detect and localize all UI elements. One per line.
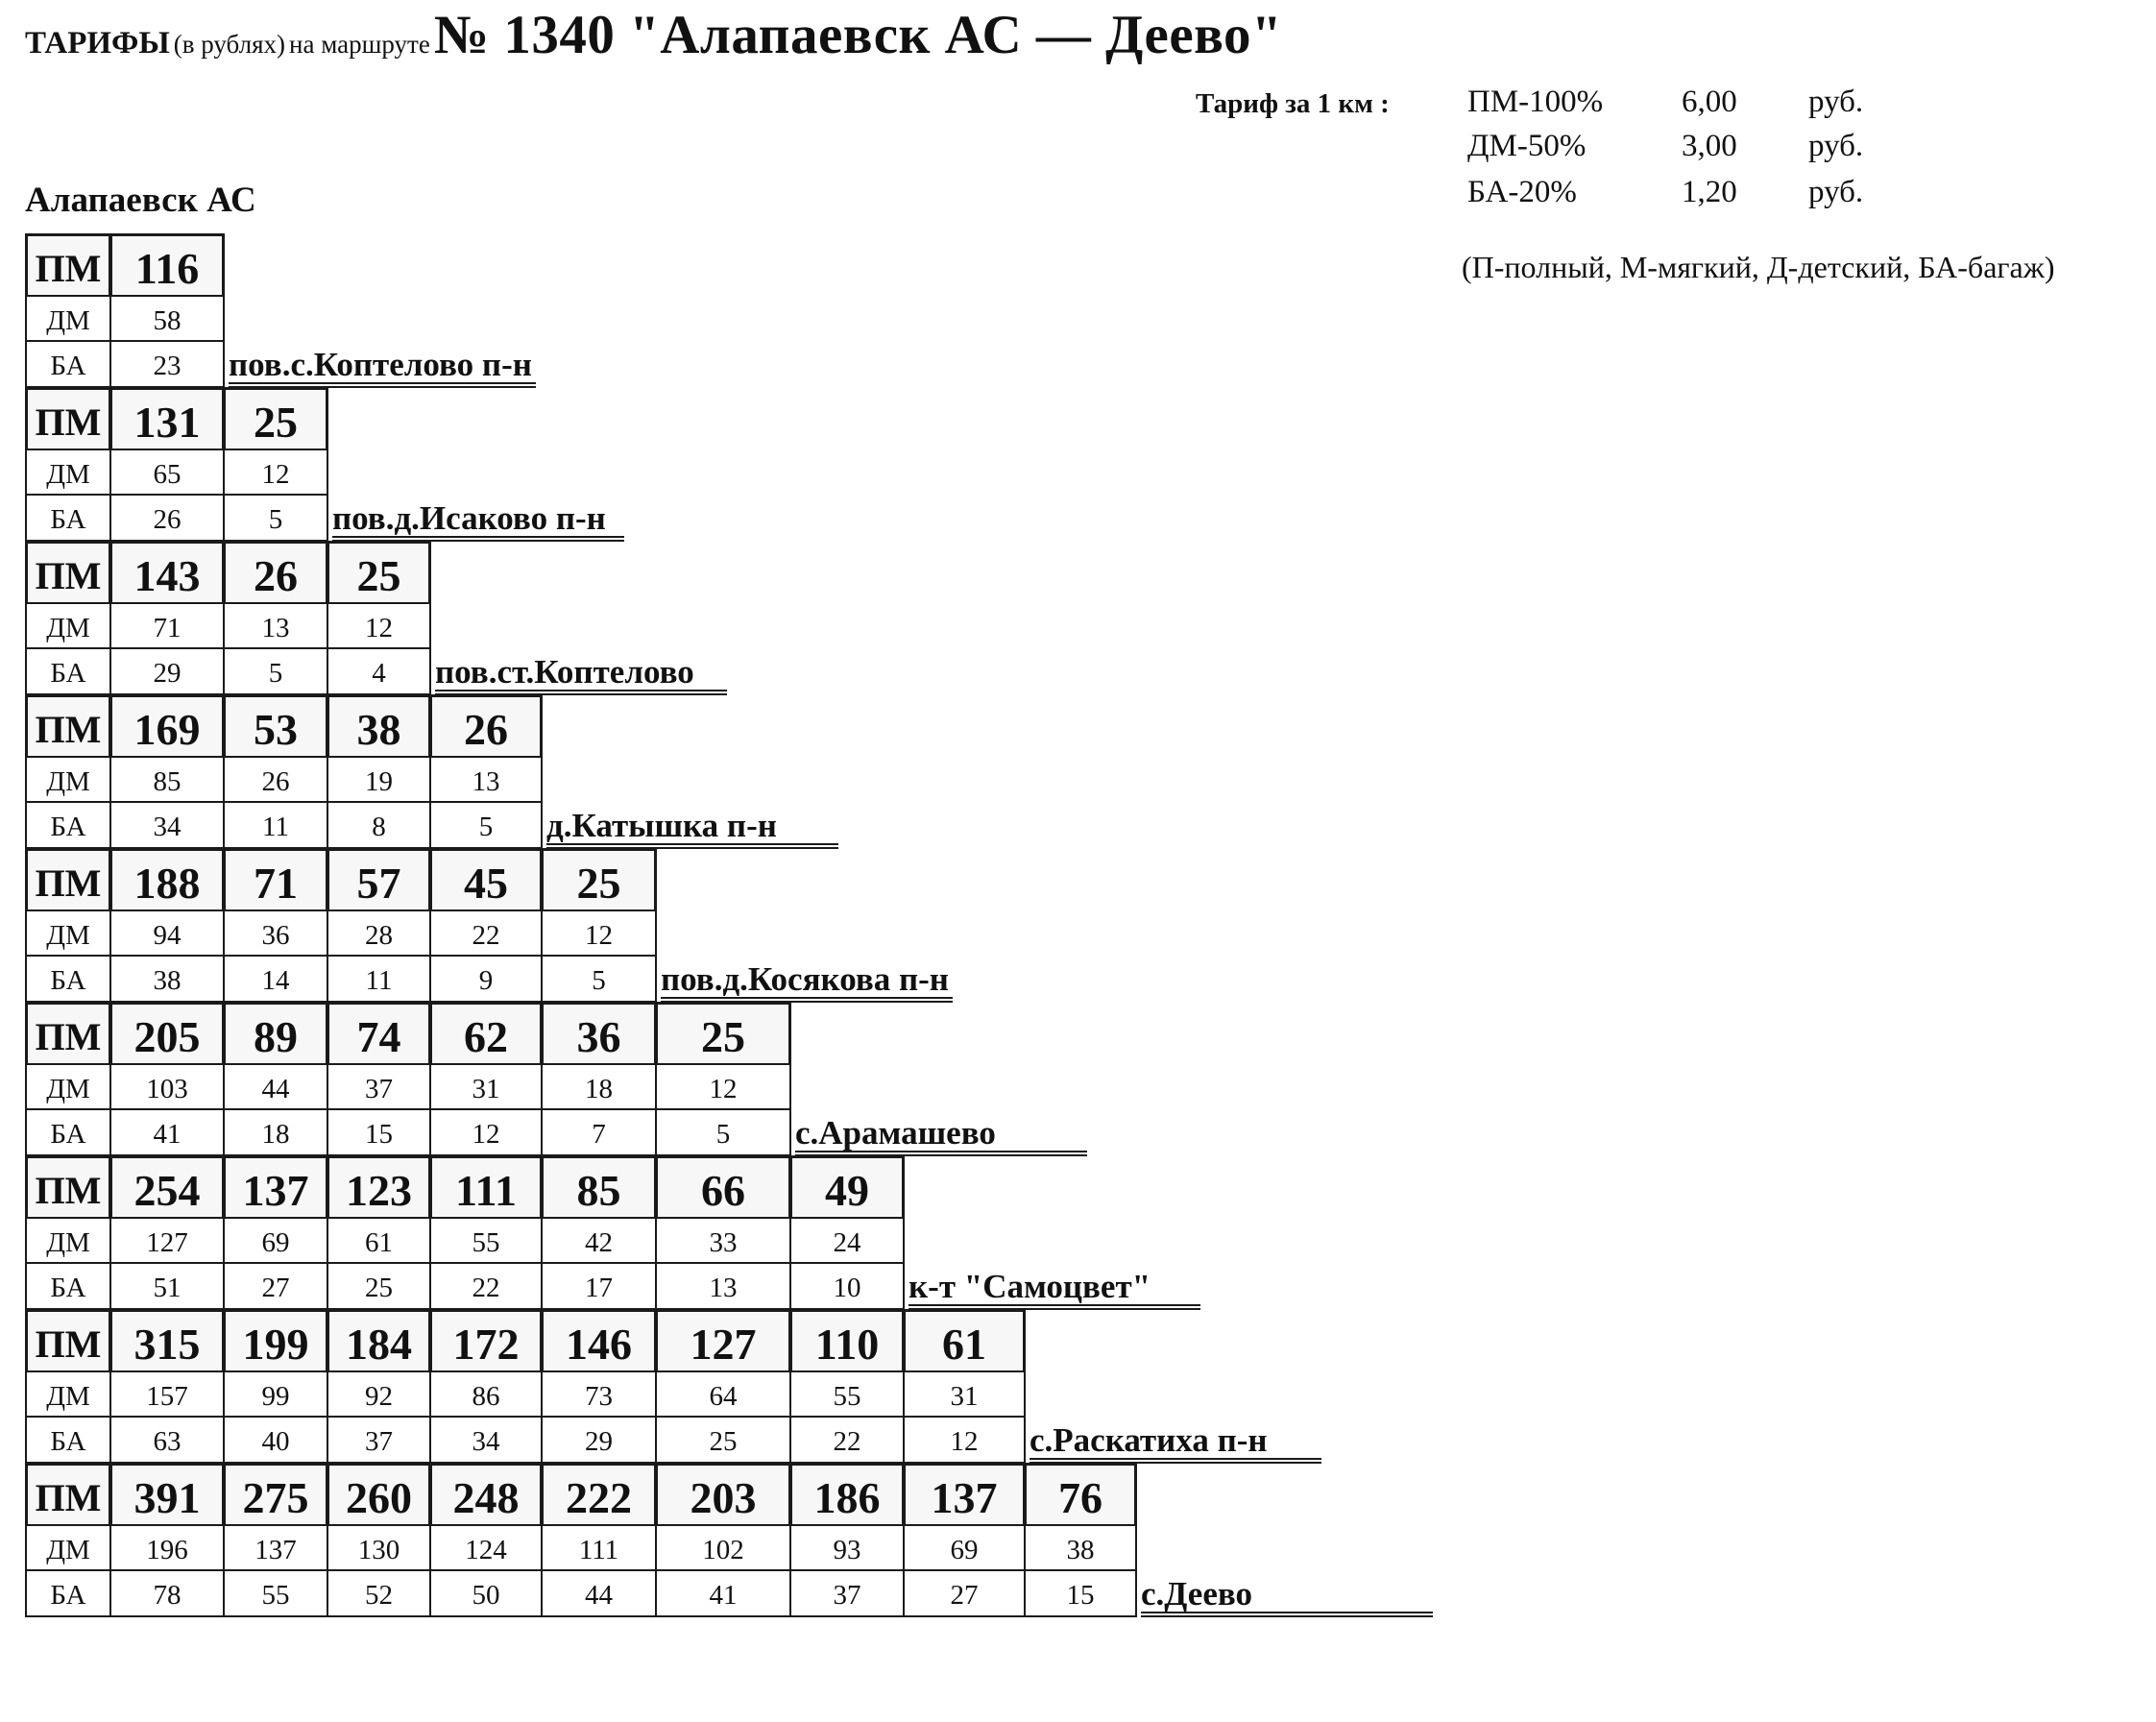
fare-cell-pm: 26 [223, 541, 328, 605]
row-label-ba: БА [25, 955, 111, 1003]
page-title [25, 4, 1282, 66]
fare-cell-ba: 51 [109, 1262, 225, 1310]
abbreviation-legend: (П-полный, М-мягкий, Д-детский, БА-багаж) [1462, 250, 2055, 284]
fare-cell-ba: 78 [109, 1569, 225, 1617]
fare-cell-pm: 391 [109, 1463, 225, 1527]
fare-cell-pm: 169 [109, 694, 225, 759]
fare-cell-ba: 34 [429, 1416, 543, 1464]
fare-cell-ba: 12 [903, 1416, 1026, 1464]
fare-cell-pm: 172 [429, 1309, 543, 1373]
fare-cell-dm: 196 [109, 1524, 225, 1572]
fare-cell-dm: 99 [223, 1370, 328, 1419]
stop-name: с.Деево [1141, 1573, 1433, 1613]
fare-cell-dm: 85 [109, 756, 225, 804]
fare-cell-dm: 103 [109, 1063, 225, 1111]
row-label-pm: ПМ [25, 1155, 111, 1220]
fare-cell-ba: 11 [223, 801, 328, 849]
fare-cell-ba: 25 [655, 1416, 791, 1464]
fare-cell-pm: 260 [327, 1463, 431, 1527]
fare-cell-ba: 25 [327, 1262, 431, 1310]
fare-cell-ba: 22 [789, 1416, 905, 1464]
fare-cell-pm: 110 [789, 1309, 905, 1373]
fare-cell-pm: 89 [223, 1002, 328, 1066]
stop-name: пов.д.Исаково п-н [332, 497, 624, 538]
fare-cell-ba: 8 [327, 801, 431, 849]
fare-cell-pm: 254 [109, 1155, 225, 1220]
row-label-dm: ДМ [25, 910, 111, 958]
fare-cell-dm: 38 [1024, 1524, 1137, 1572]
fare-cell-dm: 92 [327, 1370, 431, 1419]
fare-cell-dm: 55 [429, 1217, 543, 1265]
fare-cell-dm: 42 [541, 1217, 657, 1265]
row-label-dm: ДМ [25, 1524, 111, 1572]
fare-cell-pm: 111 [429, 1155, 543, 1220]
fare-cell-dm: 31 [903, 1370, 1026, 1419]
fare-cell-pm: 38 [327, 694, 431, 759]
fare-cell-ba: 41 [109, 1108, 225, 1156]
fare-cell-dm: 64 [655, 1370, 791, 1419]
fare-cell-ba: 5 [429, 801, 543, 849]
row-label-ba: БА [25, 1416, 111, 1464]
fare-cell-ba: 52 [327, 1569, 431, 1617]
row-label-dm: ДМ [25, 295, 111, 343]
title-mid: на маршруте [289, 30, 430, 59]
fare-cell-dm: 130 [327, 1524, 431, 1572]
row-label-ba: БА [25, 1108, 111, 1156]
row-label-dm: ДМ [25, 756, 111, 804]
fare-cell-dm: 94 [109, 910, 225, 958]
fare-cell-ba: 37 [789, 1569, 905, 1617]
fare-cell-pm: 131 [109, 387, 225, 451]
fare-cell-pm: 49 [789, 1155, 905, 1220]
fare-cell-ba: 40 [223, 1416, 328, 1464]
fare-cell-ba: 37 [327, 1416, 431, 1464]
rate-category: ПМ-100% [1467, 85, 1604, 119]
fare-cell-ba: 10 [789, 1262, 905, 1310]
row-label-ba: БА [25, 340, 111, 388]
fare-cell-ba: 41 [655, 1569, 791, 1617]
fare-cell-pm: 137 [223, 1155, 328, 1220]
title-paren: (в рублях) [173, 30, 286, 59]
fare-cell-dm: 31 [429, 1063, 543, 1111]
fare-cell-ba: 50 [429, 1569, 543, 1617]
row-label-ba: БА [25, 647, 111, 695]
fare-cell-pm: 205 [109, 1002, 225, 1066]
fare-cell-pm: 25 [223, 387, 328, 451]
row-label-pm: ПМ [25, 233, 111, 298]
fare-cell-dm: 71 [109, 602, 225, 650]
fare-cell-ba: 27 [223, 1262, 328, 1310]
fare-cell-ba: 5 [541, 955, 657, 1003]
fare-cell-pm: 184 [327, 1309, 431, 1373]
fare-cell-ba: 22 [429, 1262, 543, 1310]
fare-cell-ba: 23 [109, 340, 225, 388]
stop-name: с.Раскатиха п-н [1030, 1419, 1321, 1460]
fare-cell-dm: 37 [327, 1063, 431, 1111]
fare-cell-dm: 73 [541, 1370, 657, 1419]
rate-value: 1,20 [1682, 175, 1737, 209]
fare-cell-pm: 45 [429, 848, 543, 912]
fare-cell-dm: 127 [109, 1217, 225, 1265]
fare-cell-dm: 157 [109, 1370, 225, 1419]
stop-name: д.Катышка п-н [546, 805, 838, 845]
fare-cell-ba: 55 [223, 1569, 328, 1617]
fare-cell-ba: 7 [541, 1108, 657, 1156]
rate-unit: руб. [1808, 129, 1864, 163]
row-label-pm: ПМ [25, 694, 111, 759]
stop-name: к-т "Самоцвет" [908, 1266, 1200, 1306]
row-label-dm: ДМ [25, 1063, 111, 1111]
fare-cell-ba: 5 [223, 494, 328, 542]
row-label-dm: ДМ [25, 602, 111, 650]
fare-cell-dm: 137 [223, 1524, 328, 1572]
rate-value: 6,00 [1682, 85, 1737, 119]
fare-cell-pm: 74 [327, 1002, 431, 1066]
fare-cell-pm: 25 [541, 848, 657, 912]
rate-unit: руб. [1808, 85, 1864, 119]
fare-cell-pm: 199 [223, 1309, 328, 1373]
fare-cell-dm: 12 [655, 1063, 791, 1111]
row-label-ba: БА [25, 1262, 111, 1310]
fare-cell-dm: 13 [223, 602, 328, 650]
row-label-ba: БА [25, 1569, 111, 1617]
fare-cell-ba: 29 [541, 1416, 657, 1464]
fare-cell-dm: 65 [109, 449, 225, 497]
fare-cell-dm: 102 [655, 1524, 791, 1572]
fare-cell-ba: 44 [541, 1569, 657, 1617]
fare-cell-pm: 26 [429, 694, 543, 759]
fare-cell-pm: 85 [541, 1155, 657, 1220]
fare-cell-pm: 137 [903, 1463, 1026, 1527]
fare-cell-pm: 222 [541, 1463, 657, 1527]
fare-cell-dm: 19 [327, 756, 431, 804]
fare-cell-dm: 86 [429, 1370, 543, 1419]
fare-cell-ba: 14 [223, 955, 328, 1003]
fare-cell-ba: 12 [429, 1108, 543, 1156]
fare-cell-pm: 143 [109, 541, 225, 605]
fare-cell-dm: 93 [789, 1524, 905, 1572]
row-label-ba: БА [25, 801, 111, 849]
rate-category: БА-20% [1467, 175, 1577, 209]
row-label-dm: ДМ [25, 449, 111, 497]
fare-cell-dm: 36 [223, 910, 328, 958]
fare-cell-dm: 111 [541, 1524, 657, 1572]
stop-name: с.Арамашево [795, 1112, 1087, 1152]
row-label-pm: ПМ [25, 387, 111, 451]
fare-cell-ba: 29 [109, 647, 225, 695]
row-label-pm: ПМ [25, 541, 111, 605]
fare-cell-dm: 44 [223, 1063, 328, 1111]
title-prefix: ТАРИФЫ [25, 26, 170, 61]
fare-cell-ba: 27 [903, 1569, 1026, 1617]
fare-cell-dm: 33 [655, 1217, 791, 1265]
fare-cell-pm: 123 [327, 1155, 431, 1220]
fare-cell-ba: 4 [327, 647, 431, 695]
fare-cell-dm: 28 [327, 910, 431, 958]
fare-cell-ba: 5 [655, 1108, 791, 1156]
origin-stop: Алапаевск АС [25, 181, 256, 220]
fare-cell-pm: 315 [109, 1309, 225, 1373]
fare-cell-pm: 36 [541, 1002, 657, 1066]
fare-cell-pm: 188 [109, 848, 225, 912]
fare-cell-pm: 127 [655, 1309, 791, 1373]
fare-cell-pm: 62 [429, 1002, 543, 1066]
fare-cell-dm: 12 [327, 602, 431, 650]
fare-cell-pm: 275 [223, 1463, 328, 1527]
fare-cell-dm: 61 [327, 1217, 431, 1265]
fare-cell-ba: 26 [109, 494, 225, 542]
row-label-pm: ПМ [25, 1002, 111, 1066]
fare-cell-dm: 55 [789, 1370, 905, 1419]
fare-cell-ba: 17 [541, 1262, 657, 1310]
fare-cell-dm: 69 [223, 1217, 328, 1265]
fare-cell-dm: 58 [109, 295, 225, 343]
fare-cell-pm: 25 [655, 1002, 791, 1066]
fare-cell-dm: 18 [541, 1063, 657, 1111]
stop-name: пов.с.Коптелово п-н [229, 344, 536, 384]
fare-cell-pm: 186 [789, 1463, 905, 1527]
fare-cell-ba: 13 [655, 1262, 791, 1310]
fare-cell-pm: 116 [109, 233, 225, 298]
stop-name: пов.д.Косякова п-н [661, 958, 953, 999]
fare-cell-dm: 24 [789, 1217, 905, 1265]
fare-cell-ba: 15 [327, 1108, 431, 1156]
fare-cell-pm: 66 [655, 1155, 791, 1220]
fare-cell-pm: 146 [541, 1309, 657, 1373]
fare-cell-ba: 15 [1024, 1569, 1137, 1617]
rate-category: ДМ-50% [1467, 129, 1587, 163]
fare-cell-ba: 11 [327, 955, 431, 1003]
fare-cell-pm: 57 [327, 848, 431, 912]
row-label-dm: ДМ [25, 1370, 111, 1419]
fare-cell-dm: 22 [429, 910, 543, 958]
fare-cell-pm: 76 [1024, 1463, 1137, 1527]
row-label-pm: ПМ [25, 1309, 111, 1373]
fare-cell-dm: 69 [903, 1524, 1026, 1572]
fare-cell-dm: 12 [541, 910, 657, 958]
row-label-dm: ДМ [25, 1217, 111, 1265]
rate-value: 3,00 [1682, 129, 1737, 163]
fare-cell-dm: 124 [429, 1524, 543, 1572]
stop-name: пов.ст.Коптелово [435, 651, 727, 691]
fare-cell-pm: 53 [223, 694, 328, 759]
fare-cell-pm: 25 [327, 541, 431, 605]
fare-cell-pm: 71 [223, 848, 328, 912]
row-label-ba: БА [25, 494, 111, 542]
fare-cell-ba: 9 [429, 955, 543, 1003]
fare-cell-ba: 38 [109, 955, 225, 1003]
row-label-pm: ПМ [25, 848, 111, 912]
fare-cell-ba: 18 [223, 1108, 328, 1156]
fare-cell-dm: 13 [429, 756, 543, 804]
fare-cell-ba: 5 [223, 647, 328, 695]
fare-cell-pm: 248 [429, 1463, 543, 1527]
rate-label: Тариф за 1 км : [1196, 88, 1390, 119]
rate-unit: руб. [1808, 175, 1864, 209]
fare-cell-pm: 61 [903, 1309, 1026, 1373]
route-name: № 1340 "Алапаевск АС — Деево" [433, 5, 1283, 65]
fare-cell-dm: 12 [223, 449, 328, 497]
fare-cell-ba: 63 [109, 1416, 225, 1464]
fare-cell-ba: 34 [109, 801, 225, 849]
fare-cell-dm: 26 [223, 756, 328, 804]
row-label-pm: ПМ [25, 1463, 111, 1527]
fare-cell-pm: 203 [655, 1463, 791, 1527]
